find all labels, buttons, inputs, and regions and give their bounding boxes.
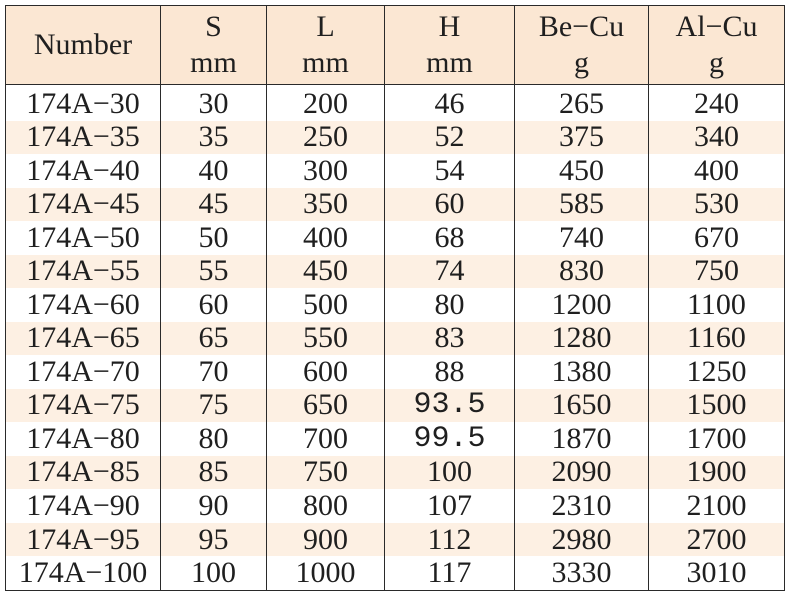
cell-be-cu: 585: [515, 188, 649, 222]
table-row: [6, 188, 785, 222]
cell-l: 500: [267, 288, 385, 322]
cell-be-cu: 1380: [515, 355, 649, 389]
cell-l: 450: [267, 255, 385, 289]
cell-h: 99.5: [385, 422, 515, 456]
cell-number: 174A−45: [6, 188, 161, 222]
cell-al-cu: 400: [649, 154, 785, 188]
table-header: [6, 6, 785, 85]
cell-be-cu: 1280: [515, 322, 649, 356]
cell-number: 174A−100: [6, 556, 161, 590]
cell-l: 300: [267, 154, 385, 188]
table-row: [6, 523, 785, 557]
cell-be-cu: 1650: [515, 389, 649, 423]
cell-number: 174A−30: [6, 85, 161, 121]
cell-al-cu: 1500: [649, 389, 785, 423]
column-header-label: Number: [33, 28, 133, 61]
cell-number: 174A−40: [6, 154, 161, 188]
cell-be-cu: 2980: [515, 523, 649, 557]
cell-h: 93.5: [385, 389, 515, 423]
cell-number: 174A−70: [6, 355, 161, 389]
column-header-label: L: [316, 10, 335, 43]
cell-number: 174A−55: [6, 255, 161, 289]
cell-s: 70: [161, 355, 267, 389]
cell-al-cu: 1900: [649, 456, 785, 490]
cell-l: 550: [267, 322, 385, 356]
table-row: [6, 389, 785, 423]
table-row: [6, 355, 785, 389]
cell-h: 112: [385, 523, 515, 557]
cell-s: 60: [161, 288, 267, 322]
table-row: [6, 556, 785, 590]
cell-number: 174A−80: [6, 422, 161, 456]
cell-al-cu: 3010: [649, 556, 785, 590]
cell-number: 174A−60: [6, 288, 161, 322]
table-row: [6, 288, 785, 322]
column-header-unit: mm: [426, 46, 473, 79]
cell-be-cu: 1870: [515, 422, 649, 456]
table-row: [6, 255, 785, 289]
cell-h: 68: [385, 221, 515, 255]
cell-l: 650: [267, 389, 385, 423]
table-row: [6, 121, 785, 155]
cell-be-cu: 450: [515, 154, 649, 188]
cell-l: 400: [267, 221, 385, 255]
header-row: [6, 6, 785, 85]
column-header-be-cu: [515, 6, 649, 85]
column-header-h: [385, 6, 515, 85]
cell-l: 350: [267, 188, 385, 222]
cell-al-cu: 1160: [649, 322, 785, 356]
cell-number: 174A−65: [6, 322, 161, 356]
cell-s: 100: [161, 556, 267, 590]
cell-number: 174A−95: [6, 523, 161, 557]
cell-h: 74: [385, 255, 515, 289]
cell-be-cu: 830: [515, 255, 649, 289]
cell-l: 700: [267, 422, 385, 456]
table-row: [6, 154, 785, 188]
cell-be-cu: 2090: [515, 456, 649, 490]
cell-l: 600: [267, 355, 385, 389]
cell-s: 95: [161, 523, 267, 557]
table-row: [6, 85, 785, 121]
cell-al-cu: 1100: [649, 288, 785, 322]
cell-al-cu: 2100: [649, 489, 785, 523]
column-header-unit: mm: [190, 46, 237, 79]
column-header-unit: mm: [302, 46, 349, 79]
column-header-unit: g: [574, 46, 589, 79]
cell-h: 60: [385, 188, 515, 222]
cell-al-cu: 240: [649, 85, 785, 121]
table-row: [6, 422, 785, 456]
cell-al-cu: 750: [649, 255, 785, 289]
cell-h: 54: [385, 154, 515, 188]
table-row: [6, 456, 785, 490]
cell-s: 40: [161, 154, 267, 188]
cell-number: 174A−90: [6, 489, 161, 523]
cell-l: 800: [267, 489, 385, 523]
cell-be-cu: 3330: [515, 556, 649, 590]
cell-l: 250: [267, 121, 385, 155]
cell-number: 174A−35: [6, 121, 161, 155]
column-header-label: S: [205, 10, 222, 43]
cell-l: 900: [267, 523, 385, 557]
cell-h: 100: [385, 456, 515, 490]
cell-al-cu: 1700: [649, 422, 785, 456]
cell-l: 200: [267, 85, 385, 121]
cell-h: 117: [385, 556, 515, 590]
cell-h: 88: [385, 355, 515, 389]
cell-be-cu: 375: [515, 121, 649, 155]
cell-s: 35: [161, 121, 267, 155]
cell-number: 174A−75: [6, 389, 161, 423]
cell-h: 46: [385, 85, 515, 121]
cell-h: 107: [385, 489, 515, 523]
cell-h: 83: [385, 322, 515, 356]
cell-s: 55: [161, 255, 267, 289]
table-row: [6, 221, 785, 255]
table-row: [6, 489, 785, 523]
cell-al-cu: 340: [649, 121, 785, 155]
column-header-number: [6, 6, 161, 85]
cell-al-cu: 2700: [649, 523, 785, 557]
column-header-unit: g: [709, 46, 724, 79]
cell-s: 50: [161, 221, 267, 255]
column-header-s: [161, 6, 267, 85]
table-body: [6, 85, 785, 591]
cell-s: 75: [161, 389, 267, 423]
cell-s: 80: [161, 422, 267, 456]
spec-table: [5, 5, 785, 591]
table-row: [6, 322, 785, 356]
column-header-l: [267, 6, 385, 85]
cell-s: 45: [161, 188, 267, 222]
cell-s: 30: [161, 85, 267, 121]
cell-h: 52: [385, 121, 515, 155]
cell-be-cu: 1200: [515, 288, 649, 322]
cell-al-cu: 1250: [649, 355, 785, 389]
column-header-label: Be−Cu: [538, 10, 625, 43]
cell-number: 174A−85: [6, 456, 161, 490]
cell-s: 65: [161, 322, 267, 356]
cell-h: 80: [385, 288, 515, 322]
column-header-label: H: [438, 10, 461, 43]
cell-s: 90: [161, 489, 267, 523]
column-header-label: Al−Cu: [675, 10, 758, 43]
column-header-al-cu: [649, 6, 785, 85]
cell-be-cu: 2310: [515, 489, 649, 523]
cell-be-cu: 265: [515, 85, 649, 121]
cell-al-cu: 530: [649, 188, 785, 222]
cell-al-cu: 670: [649, 221, 785, 255]
cell-l: 750: [267, 456, 385, 490]
cell-l: 1000: [267, 556, 385, 590]
cell-be-cu: 740: [515, 221, 649, 255]
cell-number: 174A−50: [6, 221, 161, 255]
cell-s: 85: [161, 456, 267, 490]
